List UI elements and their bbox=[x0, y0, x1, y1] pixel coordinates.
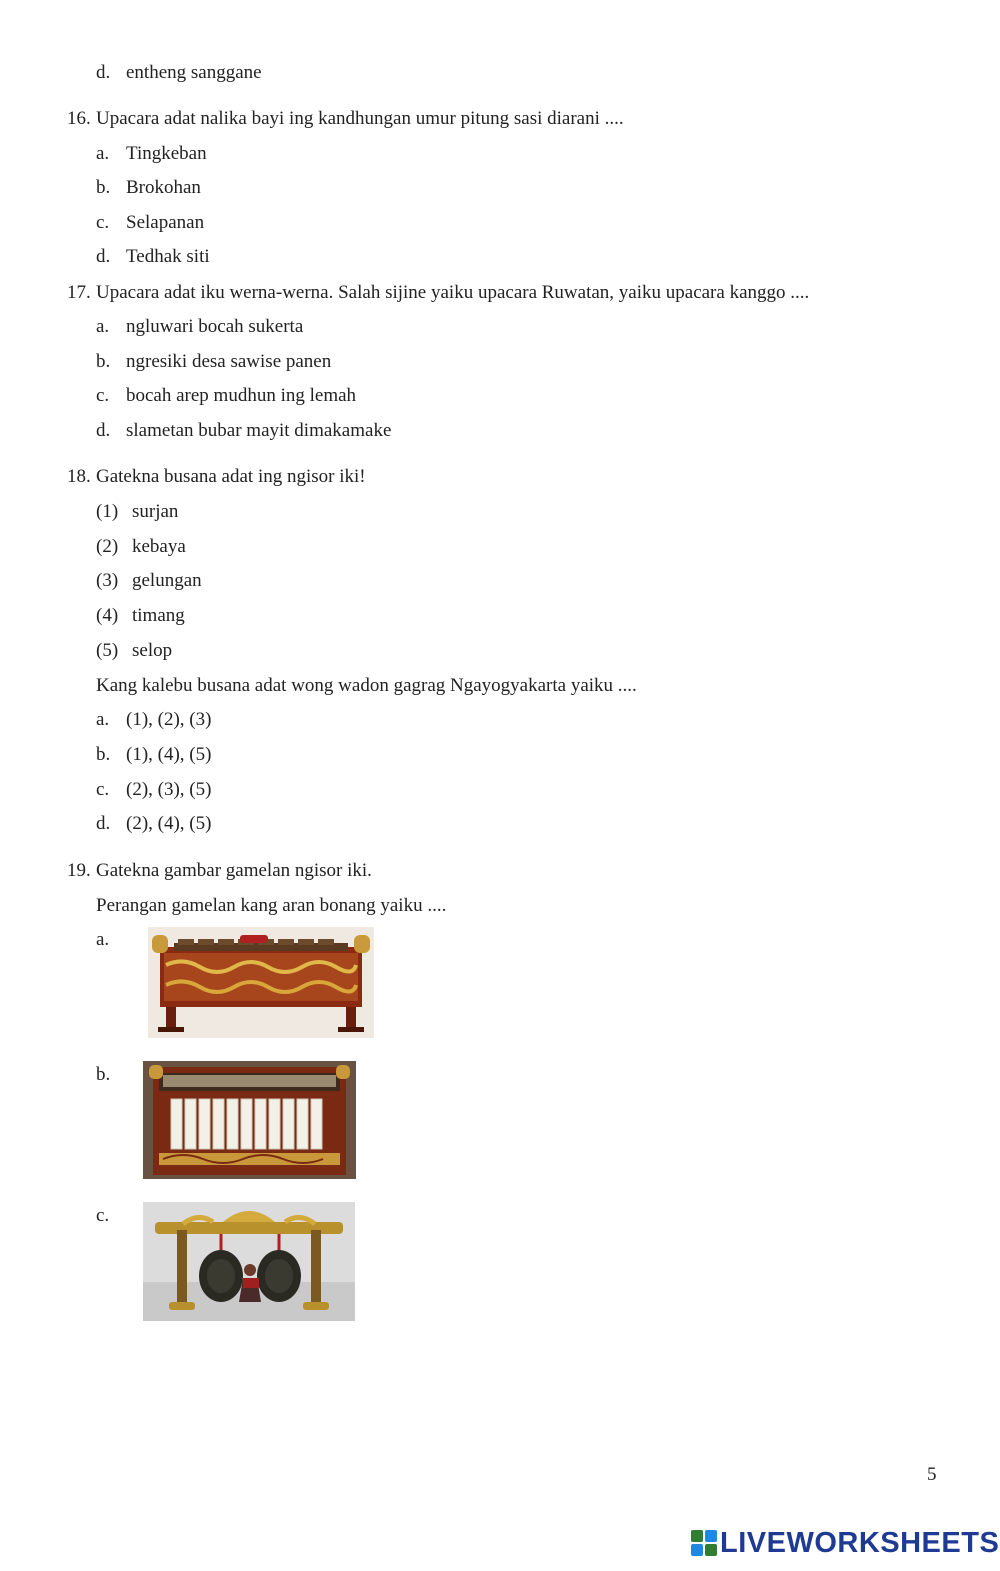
saron-illustration bbox=[148, 927, 374, 1038]
option-letter: c. bbox=[96, 212, 110, 233]
item-number: (2) bbox=[96, 536, 119, 557]
saron-gamelan-image[interactable] bbox=[148, 927, 374, 1038]
option-letter: d. bbox=[96, 420, 111, 441]
option-text: slametan bubar mayit dimakamake bbox=[126, 420, 392, 441]
q18-prompt: Kang kalebu busana adat wong wadon gagrag Ngayogyakarta yaiku .... bbox=[96, 675, 637, 696]
item-text: surjan bbox=[132, 501, 179, 522]
q19-option-c-letter[interactable]: c. bbox=[96, 1205, 110, 1226]
option-letter: d. bbox=[96, 813, 111, 834]
option-text: (2), (3), (5) bbox=[126, 779, 212, 800]
option-text: ngluwari bocah sukerta bbox=[126, 316, 304, 337]
gender-gamelan-image[interactable] bbox=[143, 1061, 356, 1179]
option-letter: a. bbox=[96, 143, 110, 164]
question-number: 16. bbox=[67, 108, 91, 129]
option-text: Selapanan bbox=[126, 212, 205, 233]
question-number: 19. bbox=[67, 860, 91, 881]
option-letter: b. bbox=[96, 177, 111, 198]
question-text: Gatekna gambar gamelan ngisor iki. bbox=[96, 860, 372, 881]
liveworksheets-logo[interactable] bbox=[690, 1527, 999, 1559]
question-number: 18. bbox=[67, 466, 91, 487]
question-text: Gatekna busana adat ing ngisor iki! bbox=[96, 466, 366, 487]
option-letter: d. bbox=[96, 62, 111, 83]
q19-option-b-letter[interactable]: b. bbox=[96, 1064, 111, 1085]
option-text: bocah arep mudhun ing lemah bbox=[126, 385, 357, 406]
option-text: Brokohan bbox=[126, 177, 201, 198]
item-text: timang bbox=[132, 605, 185, 626]
option-text: Tedhak siti bbox=[126, 246, 210, 267]
item-number: (4) bbox=[96, 605, 119, 626]
question-text: Upacara adat nalika bayi ing kandhungan umur pitung sasi diarani .... bbox=[96, 108, 624, 129]
question-number: 17. bbox=[67, 282, 91, 303]
option-letter: c. bbox=[96, 385, 110, 406]
option-letter: a. bbox=[96, 316, 110, 337]
option-letter: b. bbox=[96, 351, 111, 372]
item-text: kebaya bbox=[132, 536, 186, 557]
liveworksheets-logo-icon bbox=[690, 1529, 718, 1557]
item-number: (3) bbox=[96, 570, 119, 591]
gender-illustration bbox=[143, 1061, 356, 1179]
q19-prompt: Perangan gamelan kang aran bonang yaiku .... bbox=[96, 895, 447, 916]
option-text: Tingkeban bbox=[126, 143, 207, 164]
option-text: ngresiki desa sawise panen bbox=[126, 351, 332, 372]
option-text: (1), (4), (5) bbox=[126, 744, 212, 765]
gong-illustration bbox=[143, 1202, 355, 1321]
option-letter: d. bbox=[96, 246, 111, 267]
q19-option-a-letter[interactable]: a. bbox=[96, 929, 110, 950]
item-number: (5) bbox=[96, 640, 119, 661]
question-text: Upacara adat iku werna-werna. Salah sijine yaiku upacara Ruwatan, yaiku upacara kanggo .... bbox=[96, 282, 810, 303]
option-text: (2), (4), (5) bbox=[126, 813, 212, 834]
page-number: 5 bbox=[927, 1464, 937, 1485]
brand-name: LIVEWORKSHEETS bbox=[720, 1526, 1000, 1559]
item-text: gelungan bbox=[132, 570, 202, 591]
option-text: entheng sanggane bbox=[126, 62, 262, 83]
item-number: (1) bbox=[96, 501, 119, 522]
option-letter: a. bbox=[96, 709, 110, 730]
option-text: (1), (2), (3) bbox=[126, 709, 212, 730]
gong-gamelan-image[interactable] bbox=[143, 1202, 355, 1321]
option-letter: b. bbox=[96, 744, 111, 765]
option-letter: c. bbox=[96, 779, 110, 800]
item-text: selop bbox=[132, 640, 173, 661]
